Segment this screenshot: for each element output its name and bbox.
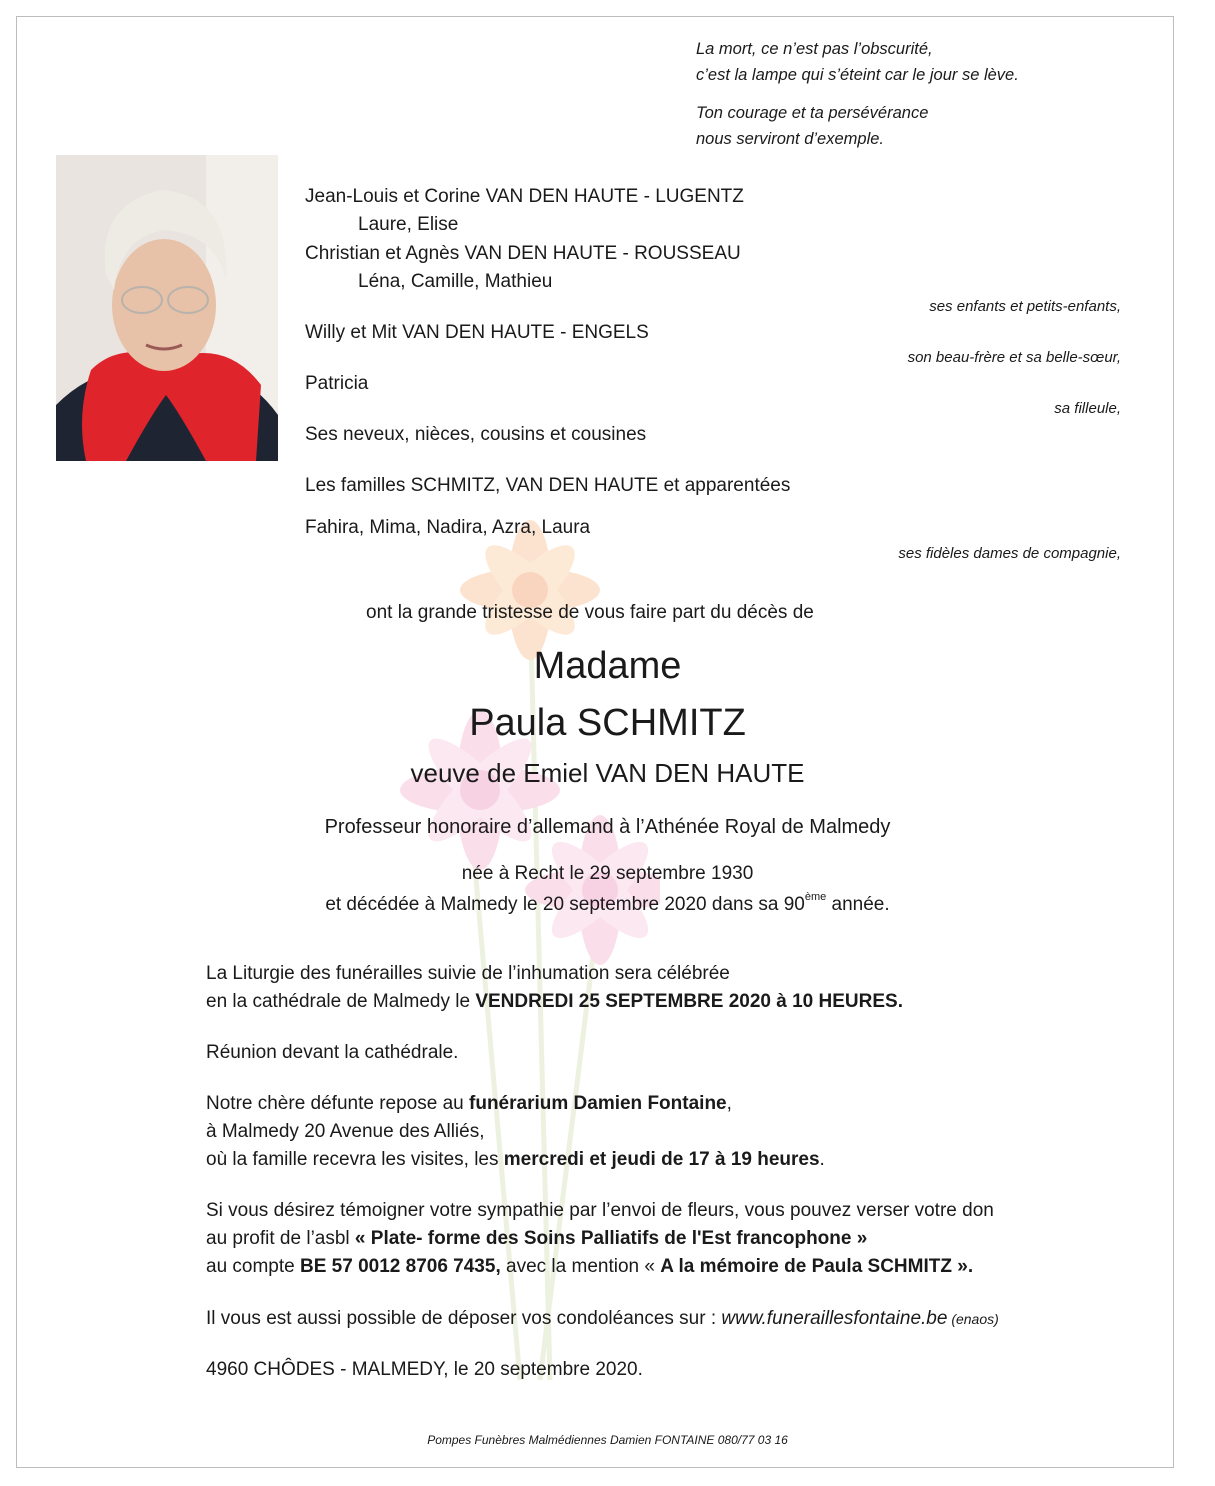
visits-line: où la famille recevra les visites, les mercredi et jeudi de 17 à 19 heures. xyxy=(206,1149,825,1170)
place-date: 4960 CHÔDES - MALMEDY, le 20 septembre 2020. xyxy=(206,1359,643,1380)
liturgy-line: en la cathédrale de Malmedy le VENDREDI 25 SEPTEMBRE 2020 à 10 HEURES. xyxy=(206,991,903,1012)
portrait-photo xyxy=(56,155,278,461)
birth-line: née à Recht le 29 septembre 1930 xyxy=(461,863,754,884)
family-children: Laure, Elise xyxy=(358,214,459,235)
meeting-line: Réunion devant la cathédrale. xyxy=(206,1042,459,1063)
funerarium-line: Notre chère défunte repose au funérarium Damien Fontaine, xyxy=(206,1093,732,1114)
donation-line: au profit de l’asbl « Plate- forme des Soins Palliatifs de l'Est francophone » xyxy=(206,1228,868,1249)
family-member: Christian et Agnès VAN DEN HAUTE - ROUSSEAU xyxy=(305,243,741,264)
relation-label: ses fidèles dames de compagnie, xyxy=(898,545,1121,562)
relation-label: sa filleule, xyxy=(1054,400,1121,417)
quote-line: nous serviront d’exemple. xyxy=(696,130,885,148)
family-member: Ses neveux, nièces, cousins et cousines xyxy=(305,424,647,445)
address-line: à Malmedy 20 Avenue des Alliés, xyxy=(206,1121,485,1142)
footer-undertaker: Pompes Funèbres Malmédiennes Damien FONTAINE 080/77 03 16 xyxy=(427,1433,788,1447)
deceased-name: Paula SCHMITZ xyxy=(469,702,746,744)
liturgy-line: La Liturgie des funérailles suivie de l’inhumation sera célébrée xyxy=(206,963,730,984)
announcement-intro: ont la grande tristesse de vous faire part du décès de xyxy=(366,602,814,623)
relation-label: ses enfants et petits-enfants, xyxy=(929,298,1121,315)
profession: Professeur honoraire d’allemand à l’Athénée Royal de Malmedy xyxy=(324,816,891,838)
donation-line: Si vous désirez témoigner votre sympathie par l’envoi de fleurs, vous pouvez verser votre don xyxy=(206,1200,994,1221)
family-member: Willy et Mit VAN DEN HAUTE - ENGELS xyxy=(305,322,649,343)
family-member: Patricia xyxy=(305,373,369,394)
family-member: Jean-Louis et Corine VAN DEN HAUTE - LUGENTZ xyxy=(305,186,744,207)
quote-line: La mort, ce n’est pas l’obscurité, xyxy=(696,40,933,58)
donation-line: au compte BE 57 0012 8706 7435, avec la mention « A la mémoire de Paula SCHMITZ ». xyxy=(206,1256,974,1277)
relation-label: son beau-frère et sa belle-sœur, xyxy=(907,349,1121,366)
deceased-title: Madame xyxy=(533,645,682,687)
condolences-link[interactable]: www.funeraillesfontaine.be xyxy=(721,1308,948,1329)
widow-of: veuve de Emiel VAN DEN HAUTE xyxy=(410,758,805,788)
quote-line: c’est la lampe qui s’éteint car le jour se lève. xyxy=(696,66,1019,84)
quote-line: Ton courage et ta persévérance xyxy=(696,104,929,122)
family-member: Fahira, Mima, Nadira, Azra, Laura xyxy=(305,517,591,538)
condolences-line: Il vous est aussi possible de déposer vos condoléances sur : www.funeraillesfontaine.be (enaos) xyxy=(206,1308,999,1329)
family-member: Les familles SCHMITZ, VAN DEN HAUTE et apparentées xyxy=(305,475,791,496)
family-children: Léna, Camille, Mathieu xyxy=(358,271,553,292)
death-line: et décédée à Malmedy le 20 septembre 2020 dans sa 90ème année. xyxy=(325,891,890,915)
